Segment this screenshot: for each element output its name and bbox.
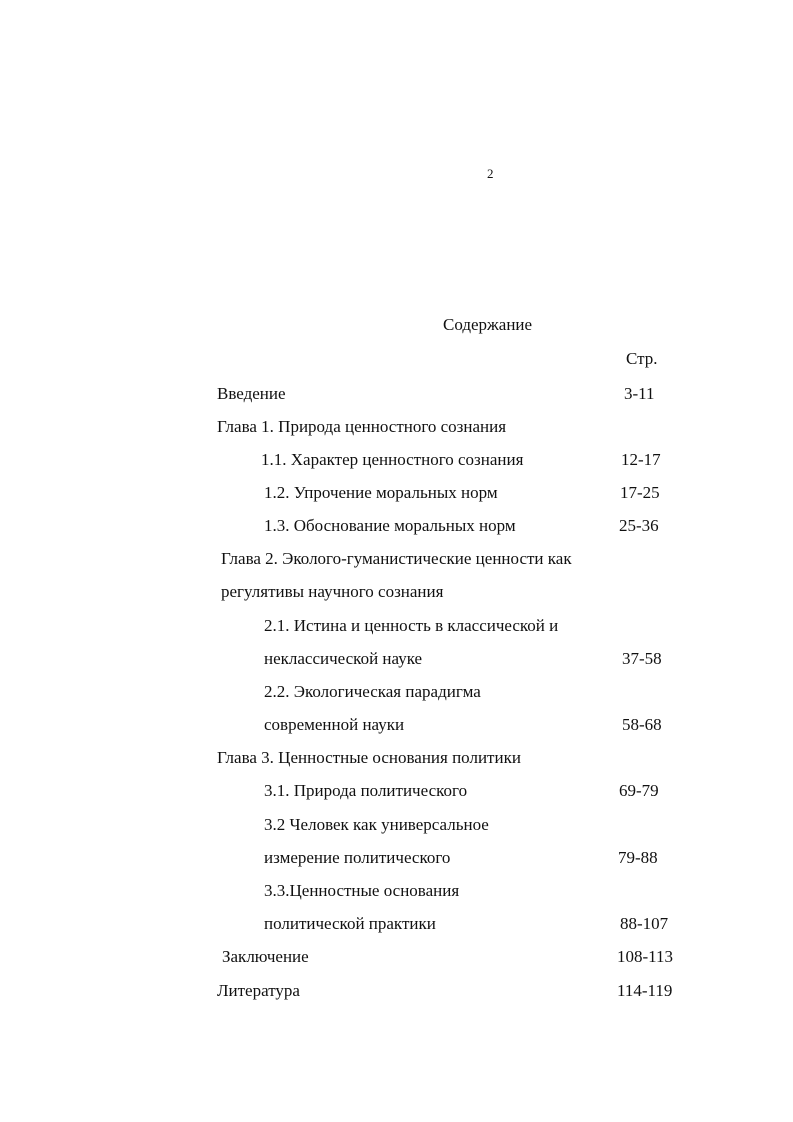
toc-entry-text: 3.2 Человек как универсальное <box>264 815 489 834</box>
pages-column-header: Стр. <box>626 349 658 368</box>
toc-entry-text: политической практики <box>264 914 436 933</box>
toc-entry-pages: 108-113 <box>617 947 674 966</box>
toc-entry-pages: 69-79 <box>619 781 659 800</box>
toc-entry-pages: 12-17 <box>621 450 661 469</box>
toc-entry-pages: 37-58 <box>622 649 662 668</box>
toc-entry-text: Глава 1. Природа ценностного сознания <box>217 417 507 436</box>
toc-entry-pages: 58-68 <box>622 715 662 734</box>
toc-entry-text: Введение <box>217 384 286 403</box>
toc-entry-text: 3.1. Природа политического <box>264 781 468 800</box>
toc-entry-pages: 25-36 <box>619 516 659 535</box>
toc-entry-text: регулятивы научного сознания <box>221 582 444 601</box>
toc-title: Содержание <box>443 315 533 334</box>
toc-entry-text: неклассической науке <box>264 649 423 668</box>
toc-entry-text: 1.1. Характер ценностного сознания <box>261 450 524 469</box>
toc-entry-text: 3.3.Ценностные основания <box>264 881 460 900</box>
toc-entry-text: Заключение <box>222 947 309 966</box>
toc-entry-pages: 79-88 <box>618 848 658 867</box>
toc-entry-text: 2.1. Истина и ценность в классической и <box>264 616 559 635</box>
page-number: 2 <box>487 166 494 181</box>
toc-entry-text: современной науки <box>264 715 405 734</box>
toc-entry-pages: 17-25 <box>620 483 660 502</box>
toc-entry-text: Литература <box>217 981 300 1000</box>
toc-entry-text: 1.3. Обоснование моральных норм <box>264 516 516 535</box>
toc-entry-text: 1.2. Упрочение моральных норм <box>264 483 498 502</box>
toc-entry-text: измерение политического <box>264 848 451 867</box>
toc-entry-text: 2.2. Экологическая парадигма <box>264 682 481 701</box>
toc-entry-text: Глава 2. Эколого-гуманистические ценности как <box>221 549 572 568</box>
toc-entry-pages: 114-119 <box>617 981 673 1000</box>
toc-entry-pages: 3-11 <box>624 384 655 403</box>
toc-entry-text: Глава 3. Ценностные основания политики <box>217 748 521 767</box>
toc-entry-pages: 88-107 <box>620 914 669 933</box>
